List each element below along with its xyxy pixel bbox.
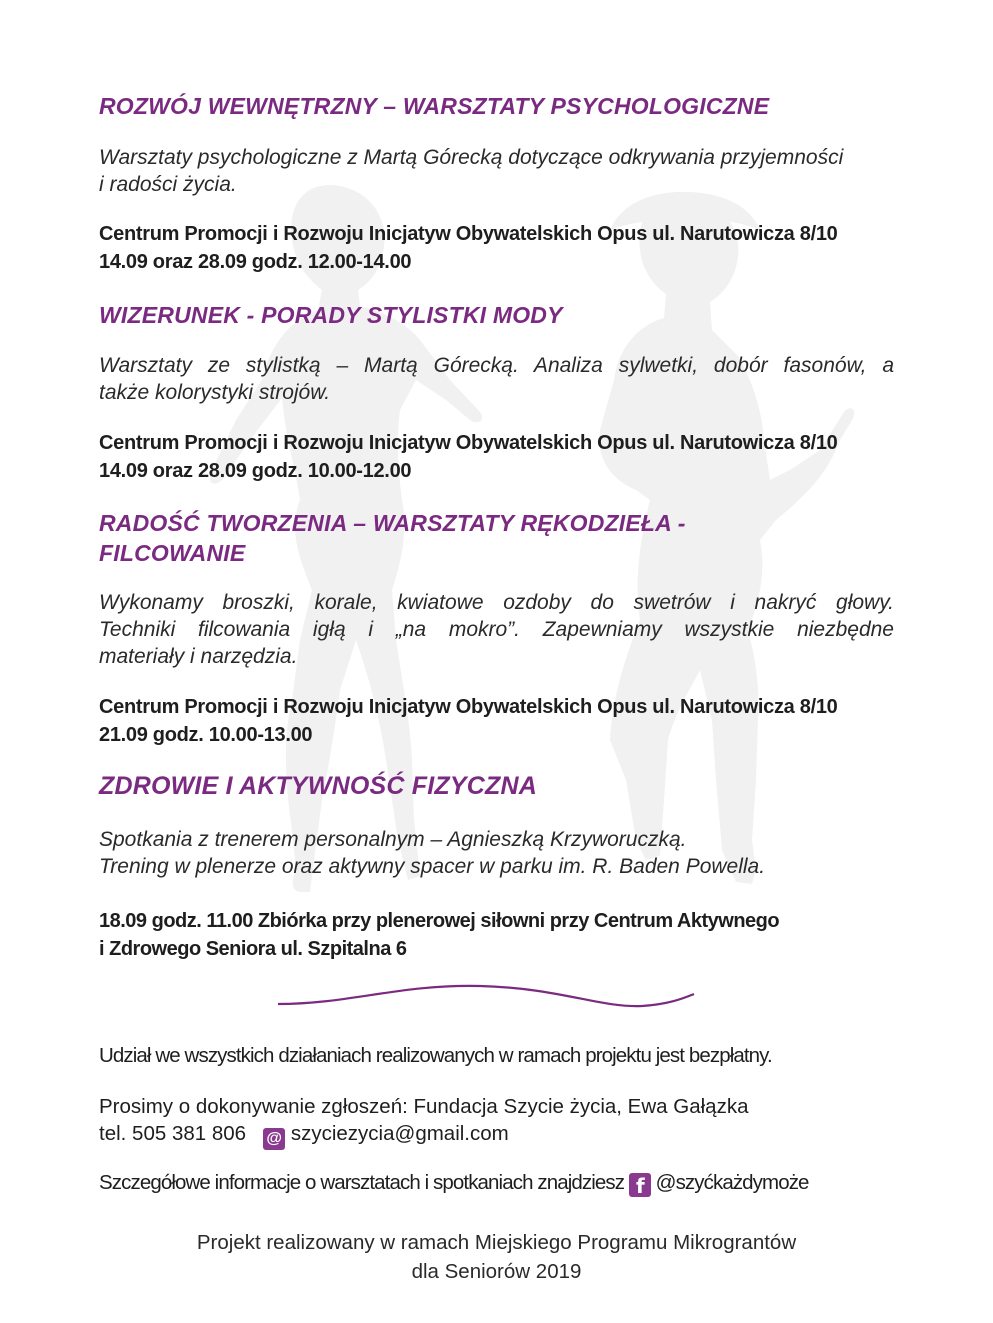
- details-info: [99, 1169, 899, 1197]
- email-icon: @: [263, 1128, 285, 1150]
- description-line: i radości życia.: [99, 173, 237, 196]
- description-line: Warsztaty psychologiczne z Martą Górecką dotyczące odkrywania przyjemności: [99, 146, 844, 169]
- phone-number: tel. 505 381 806: [99, 1122, 247, 1145]
- project-footer: [0, 1228, 993, 1286]
- section-heading-psychology: ROZWÓJ WEWNĘTRZNY – WARSZTATY PSYCHOLOGICZNE: [99, 93, 770, 119]
- description-line: Trening w plenerze oraz aktywny spacer w parku im. R. Baden Powella.: [99, 855, 766, 878]
- footer-line: Projekt realizowany w ramach Miejskiego Programu Mikrograntów: [196, 1231, 797, 1254]
- section-description-health: [99, 826, 894, 880]
- description-line: materiały i narzędzia.: [99, 645, 298, 668]
- facebook-icon[interactable]: f: [629, 1173, 651, 1197]
- details-line: [99, 1169, 899, 1197]
- section-location-image: [99, 429, 899, 485]
- section-description-crafts: [99, 589, 894, 670]
- section-heading-crafts: [99, 508, 894, 568]
- free-participation-note: [99, 1042, 899, 1069]
- heading-line: FILCOWANIE: [99, 540, 246, 566]
- facebook-handle[interactable]: @szyćkażdymoże: [655, 1171, 809, 1194]
- location-line: Centrum Promocji i Rozwoju Inicjatyw Obywatelskich Opus ul. Narutowicza 8/10: [99, 696, 838, 718]
- description-line: Techniki filcowania igłą i „na mokro”. Zapewniamy wszystkie niezbędne: [99, 618, 894, 641]
- description-line: także kolorystyki strojów.: [99, 381, 331, 404]
- section-heading-image: WIZERUNEK - PORADY STYLISTKI MODY: [99, 302, 563, 328]
- description-line: Wykonamy broszki, korale, kwiatowe ozdoby do swetrów i nakryć głowy.: [99, 591, 894, 614]
- footer-line: dla Seniorów 2019: [411, 1260, 582, 1283]
- location-line: Centrum Promocji i Rozwoju Inicjatyw Obywatelskich Opus ul. Narutowicza 8/10: [99, 432, 838, 454]
- section-heading-health: ZDROWIE I AKTYWNOŚĆ FIZYCZNA: [99, 772, 537, 800]
- section-location-psychology: [99, 220, 899, 276]
- contact-line: [99, 1120, 899, 1150]
- free-note-text: Udział we wszystkich działaniach realizowanych w ramach projektu jest bezpłatny.: [99, 1044, 772, 1067]
- meeting-line: 18.09 godz. 11.00 Zbiórka przy plenerowej siłowni przy Centrum Aktywnego: [99, 910, 780, 932]
- heading-line: RADOŚĆ TWORZENIA – WARSZTATY RĘKODZIEŁA -: [99, 510, 686, 536]
- schedule-line: 14.09 oraz 28.09 godz. 12.00-14.00: [99, 251, 412, 273]
- schedule-line: 21.09 godz. 10.00-13.00: [99, 724, 313, 746]
- description-line: Warsztaty ze stylistką – Martą Górecką. Analiza sylwetki, dobór fasonów, a: [99, 354, 894, 377]
- section-location-crafts: [99, 693, 899, 749]
- schedule-line: 14.09 oraz 28.09 godz. 10.00-12.00: [99, 460, 412, 482]
- description-line: Spotkania z trenerem personalnym – Agnieszką Krzyworuczką.: [99, 828, 687, 851]
- details-text: Szczegółowe informacje o warsztatach i spotkaniach znajdziesz: [99, 1171, 625, 1194]
- wave-divider: [270, 978, 700, 1014]
- registration-info: [99, 1093, 899, 1150]
- email-link[interactable]: szyciezycia@gmail.com: [290, 1122, 509, 1145]
- section-description-psychology: [99, 144, 894, 198]
- registration-text: Prosimy o dokonywanie zgłoszeń: Fundacja Szycie życia, Ewa Gałązka: [99, 1095, 749, 1118]
- section-meeting-health: [99, 907, 899, 963]
- section-description-image: [99, 352, 894, 406]
- meeting-line: i Zdrowego Seniora ul. Szpitalna 6: [99, 938, 407, 960]
- location-line: Centrum Promocji i Rozwoju Inicjatyw Obywatelskich Opus ul. Narutowicza 8/10: [99, 223, 838, 245]
